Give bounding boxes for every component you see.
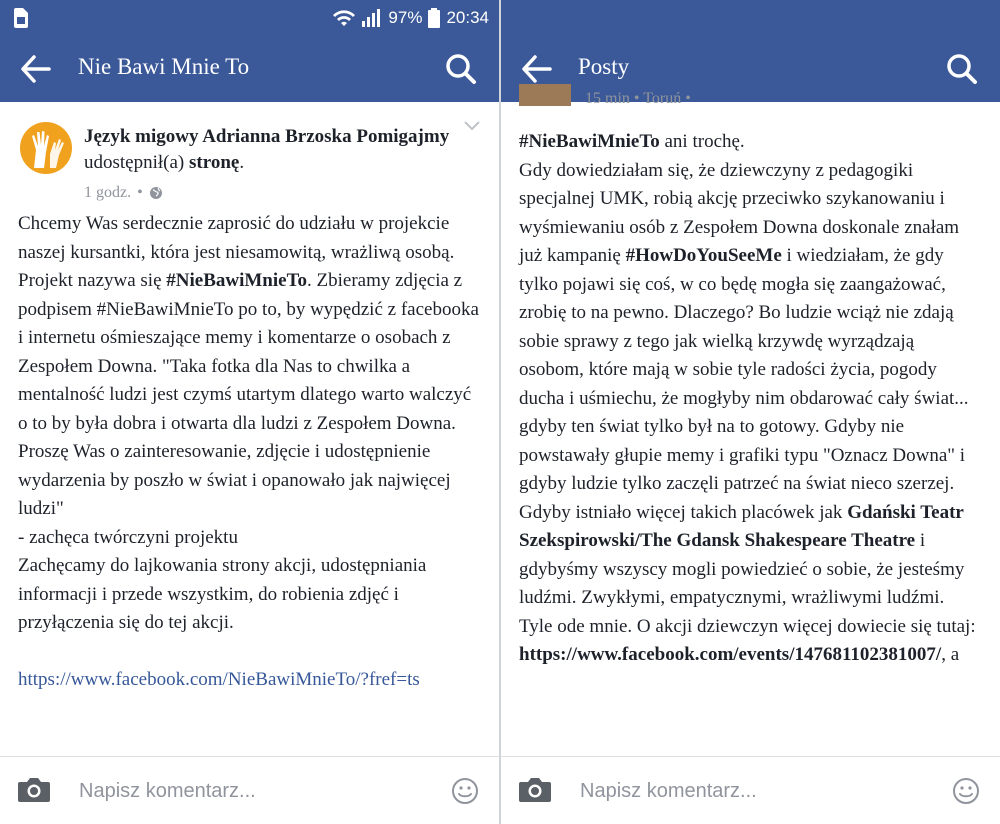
- event-link[interactable]: https://www.facebook.com/events/147681102381007/: [519, 644, 942, 665]
- post-paragraph-3: Zachęcamy do lajkowania strony akcji, udostępniania informacji i przede wszystkim, do robienia zdjęć i przyłączenia się do tej akcji.: [18, 555, 427, 633]
- chevron-down-icon[interactable]: [463, 120, 481, 132]
- right-screen: [501, 0, 1000, 824]
- hands-logo-icon: [20, 122, 72, 174]
- theatre-page-link[interactable]: Gdański Teatr Szekspirowski/The Gdansk Shakespeare Theatre: [519, 501, 964, 551]
- emoji-icon[interactable]: [952, 777, 980, 805]
- shared-page-link[interactable]: stronę: [189, 152, 240, 173]
- camera-icon[interactable]: [518, 776, 552, 804]
- globe-icon: [149, 186, 163, 200]
- page-title: Posty: [578, 54, 630, 79]
- post-paragraph-1: #NieBawiMnieTo ani trochę.: [519, 131, 745, 152]
- comment-input[interactable]: [580, 774, 910, 808]
- partial-post-meta: [519, 90, 1000, 112]
- post-author-line: Język migowy Adrianna Brzoska Pomigajmy udostępnił(a) stronę.: [84, 126, 450, 173]
- camera-icon[interactable]: [17, 776, 51, 804]
- post-paragraph-2: Gdy dowiedziałam się, że dziewczyny z pedagogiki specjalnej UMK, robią akcję przeciwko szykanowaniu i wyśmiewaniu osób z Zespołem Downa doskonale znałam już kampanię #HowDoYouSeeMe i wiedziałam, że gdy tylko pojawi się coś, w co będę mogła się zaangażować, zrobię to na pewno. Dlaczego? Bo ludzie wciąż nie zdają sobie sprawy z tego jak wielką krzywdę wyrządzają osobom, które mają w sobie tyle radości życia, pogody ducha i uśmiechu, że mogłyby nim obdarować cały świat... gdyby ten świat tylko był na to gotowy. Gdyby nie powstawały głupie memy i grafiki typu "Oznacz Downa" i gdyby ludzie tylko zaczęli patrzeć na świat nieco szerzej. Gdyby istniało więcej takich placówek jak Gdański Teatr Szekspirowski/The Gdansk Shakespeare Theatre i gdybyśmy wszyscy mogli powiedzieć o sobie, że jesteśmy ludźmi. Zwykłymi, empatycznymi, wrażliwymi ludźmi. Tyle ode mnie. O akcji dziewczyn więcej dowiecie się tutaj: https://www.facebook.com/events/147681102381007/, a: [519, 159, 976, 665]
- back-arrow-icon[interactable]: [20, 55, 52, 83]
- back-arrow-icon[interactable]: [521, 55, 553, 83]
- avatar[interactable]: [20, 122, 72, 174]
- emoji-icon[interactable]: [451, 777, 479, 805]
- post-content: [501, 90, 1000, 756]
- battery-icon: [428, 8, 440, 28]
- sim-card-icon: [14, 8, 28, 28]
- page-title: Nie Bawi Mnie To: [78, 54, 250, 79]
- search-icon[interactable]: [445, 53, 477, 85]
- post-time-location: 15 min • Toruń •: [585, 90, 691, 107]
- comment-bar: [0, 756, 499, 824]
- post-body: [501, 128, 1000, 670]
- signal-icon: [362, 9, 382, 27]
- hashtag-link[interactable]: #NieBawiMnieTo: [519, 131, 660, 152]
- hashtag-link[interactable]: #NieBawiMnieTo: [166, 270, 308, 291]
- post-url-link[interactable]: https://www.facebook.com/NieBawiMnieTo/?fref=ts: [18, 668, 420, 690]
- left-screen: [0, 0, 499, 824]
- wifi-icon: [332, 9, 356, 27]
- post-body: [0, 210, 499, 638]
- post-header: [0, 102, 499, 210]
- share-action: udostępnił(a): [84, 152, 185, 173]
- post-time: 1 godz.: [84, 184, 132, 201]
- campaign-hashtag-link[interactable]: #HowDoYouSeeMe: [625, 245, 782, 266]
- comment-input[interactable]: [79, 774, 409, 808]
- author-name[interactable]: Język migowy Adrianna Brzoska Pomigajmy: [84, 126, 450, 147]
- app-bar: [501, 36, 1000, 102]
- battery-percent: 97%: [388, 8, 423, 27]
- app-bar: [0, 36, 499, 102]
- status-bar: [501, 0, 1000, 36]
- post-paragraph-1: Chcemy Was serdecznie zaprosić do udziału w projekcie naszej kursantki, która jest niesamowitą, wrażliwą osobą. Projekt nazywa się #NieBawiMnieTo. Zbieramy zdjęcia z podpisem #NieBawiMnieTo po to, by wypędzić z facebooka i internetu ośmieszające memy i komentarze o osobach z Zespołem Downa. "Taka fotka dla Nas to chwilka a mentalność ludzi jest czymś utartym dlatego warto walczyć o to by była dobra i otwarta dla ludzi z Zespołem Downa. Proszę Was o zainteresowanie, zdjęcie i udostępnienie wydarzenia by poszło w świat i opanowało jak najwięcej ludzi": [18, 213, 479, 519]
- status-time: 20:34: [446, 8, 489, 27]
- search-icon[interactable]: [946, 53, 978, 85]
- comment-bar: [501, 756, 1000, 824]
- post-paragraph-2: - zachęca twórczyni projektu: [18, 526, 238, 548]
- post-meta: 1 godz. •: [84, 184, 163, 202]
- post-content: [0, 102, 499, 756]
- status-bar: [0, 0, 499, 36]
- post-thumbnail[interactable]: [519, 84, 571, 106]
